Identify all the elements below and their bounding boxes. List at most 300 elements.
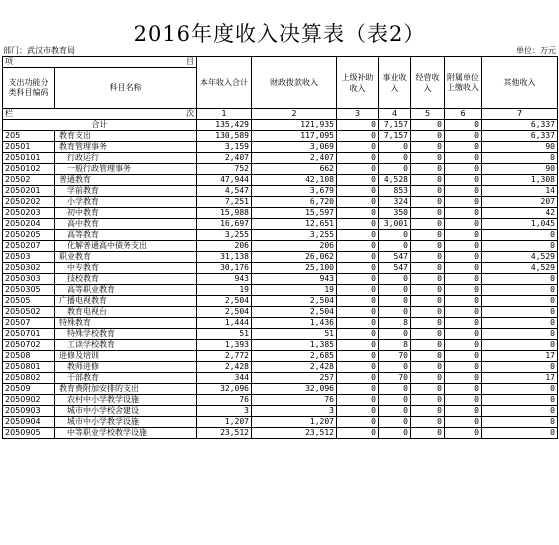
row-value: 0 xyxy=(379,395,411,406)
row-name: 广播电视教育 xyxy=(55,296,197,307)
row-name: 小学教育 xyxy=(55,197,197,208)
row-value: 0 xyxy=(445,428,482,439)
item-right-label: 目 xyxy=(186,57,194,66)
total-value: 7,157 xyxy=(379,120,411,131)
row-value: 51 xyxy=(252,329,337,340)
table-row xyxy=(3,318,558,329)
table-row xyxy=(3,362,558,373)
row-value: 7,251 xyxy=(197,197,252,208)
row-value: 0 xyxy=(411,197,445,208)
row-code: 2050101 xyxy=(3,153,55,164)
row-value: 1,308 xyxy=(482,175,558,186)
row-value: 12,651 xyxy=(252,219,337,230)
row-code: 20508 xyxy=(3,351,55,362)
row-value: 0 xyxy=(411,230,445,241)
table-row xyxy=(3,406,558,417)
row-value: 0 xyxy=(379,274,411,285)
row-code: 2050203 xyxy=(3,208,55,219)
col-header-1: 本年收入合计 xyxy=(197,57,252,109)
row-name: 城市中小学校舍建设 xyxy=(55,406,197,417)
row-value: 2,407 xyxy=(252,153,337,164)
row-value: 0 xyxy=(445,362,482,373)
row-value: 47,944 xyxy=(197,175,252,186)
total-value: 0 xyxy=(445,120,482,131)
row-value: 0 xyxy=(411,351,445,362)
row-value: 0 xyxy=(379,153,411,164)
total-value: 0 xyxy=(411,120,445,131)
row-value: 3 xyxy=(252,406,337,417)
unit-label: 单位：万元 xyxy=(516,46,556,55)
row-value: 42 xyxy=(482,208,558,219)
row-code: 205 xyxy=(3,131,55,142)
table-row xyxy=(3,274,558,285)
row-value: 17 xyxy=(482,373,558,384)
row-value: 1,045 xyxy=(482,219,558,230)
row-name: 干部教育 xyxy=(55,373,197,384)
row-name: 高中教育 xyxy=(55,219,197,230)
table-row xyxy=(3,296,558,307)
row-value: 0 xyxy=(411,395,445,406)
row-value: 0 xyxy=(445,318,482,329)
row-value: 0 xyxy=(379,164,411,175)
row-value: 1,207 xyxy=(197,417,252,428)
row-value: 0 xyxy=(482,406,558,417)
index-header xyxy=(3,109,197,120)
name-column-header: 科目名称 xyxy=(55,68,197,109)
total-value: 135,429 xyxy=(197,120,252,131)
row-value: 0 xyxy=(337,274,379,285)
row-value: 0 xyxy=(411,219,445,230)
table-row xyxy=(3,208,558,219)
col-number: 4 xyxy=(379,109,411,120)
table-row xyxy=(3,329,558,340)
row-value: 0 xyxy=(445,175,482,186)
row-value: 0 xyxy=(482,230,558,241)
row-code: 2050903 xyxy=(3,406,55,417)
row-value: 0 xyxy=(411,296,445,307)
row-name: 普通教育 xyxy=(55,175,197,186)
row-value: 0 xyxy=(445,131,482,142)
row-code: 2050702 xyxy=(3,340,55,351)
row-value: 6,337 xyxy=(482,131,558,142)
row-value: 0 xyxy=(337,318,379,329)
row-value: 16,697 xyxy=(197,219,252,230)
row-name: 城市中小学教学设施 xyxy=(55,417,197,428)
row-value: 0 xyxy=(482,153,558,164)
col-number: 5 xyxy=(411,109,445,120)
row-value: 0 xyxy=(337,175,379,186)
row-value: 25,100 xyxy=(252,263,337,274)
row-value: 752 xyxy=(197,164,252,175)
row-value: 8 xyxy=(379,340,411,351)
row-name: 一般行政管理事务 xyxy=(55,164,197,175)
row-value: 0 xyxy=(482,395,558,406)
row-name: 教师进修 xyxy=(55,362,197,373)
row-value: 0 xyxy=(482,285,558,296)
col-header-7: 其他收入 xyxy=(482,57,558,109)
col-header-6: 附属单位上缴收入 xyxy=(445,57,482,109)
row-value: 0 xyxy=(337,340,379,351)
row-value: 547 xyxy=(379,252,411,263)
row-value: 90 xyxy=(482,142,558,153)
item-header xyxy=(3,57,197,68)
index-left-label: 栏 xyxy=(5,109,13,118)
table-row xyxy=(3,197,558,208)
row-value: 0 xyxy=(379,296,411,307)
row-value: 0 xyxy=(379,362,411,373)
row-name: 教育电视台 xyxy=(55,307,197,318)
row-value: 51 xyxy=(197,329,252,340)
row-value: 0 xyxy=(337,219,379,230)
row-value: 0 xyxy=(411,131,445,142)
total-value: 0 xyxy=(337,120,379,131)
row-value: 0 xyxy=(445,296,482,307)
row-value: 0 xyxy=(379,428,411,439)
row-value: 70 xyxy=(379,373,411,384)
row-value: 0 xyxy=(445,274,482,285)
row-value: 0 xyxy=(411,373,445,384)
row-value: 0 xyxy=(482,241,558,252)
row-value: 0 xyxy=(411,274,445,285)
row-code: 2050303 xyxy=(3,274,55,285)
row-code: 20507 xyxy=(3,318,55,329)
row-value: 0 xyxy=(482,428,558,439)
row-code: 20501 xyxy=(3,142,55,153)
row-name: 教育管理事务 xyxy=(55,142,197,153)
row-name: 职业教育 xyxy=(55,252,197,263)
row-value: 344 xyxy=(197,373,252,384)
row-value: 4,529 xyxy=(482,263,558,274)
row-value: 0 xyxy=(482,417,558,428)
row-value: 853 xyxy=(379,186,411,197)
row-value: 0 xyxy=(411,241,445,252)
row-name: 高等职业教育 xyxy=(55,285,197,296)
row-value: 0 xyxy=(445,340,482,351)
row-name: 特殊教育 xyxy=(55,318,197,329)
row-code: 2050305 xyxy=(3,285,55,296)
row-value: 0 xyxy=(337,384,379,395)
row-value: 117,095 xyxy=(252,131,337,142)
row-value: 0 xyxy=(337,373,379,384)
row-value: 206 xyxy=(252,241,337,252)
row-value: 943 xyxy=(197,274,252,285)
index-right-label: 次 xyxy=(186,109,194,118)
row-value: 3,679 xyxy=(252,186,337,197)
row-name: 技校教育 xyxy=(55,274,197,285)
row-value: 206 xyxy=(197,241,252,252)
row-value: 76 xyxy=(197,395,252,406)
row-code: 2050902 xyxy=(3,395,55,406)
row-value: 0 xyxy=(379,241,411,252)
table-row xyxy=(3,263,558,274)
row-code: 2050701 xyxy=(3,329,55,340)
row-value: 0 xyxy=(337,406,379,417)
row-value: 0 xyxy=(445,384,482,395)
row-value: 0 xyxy=(411,263,445,274)
table-row xyxy=(3,252,558,263)
row-value: 0 xyxy=(379,384,411,395)
row-code: 20502 xyxy=(3,175,55,186)
col-header-2: 财政拨款收入 xyxy=(252,57,337,109)
row-value: 2,772 xyxy=(197,351,252,362)
row-value: 0 xyxy=(337,296,379,307)
row-value: 4,529 xyxy=(482,252,558,263)
row-value: 26,062 xyxy=(252,252,337,263)
row-value: 0 xyxy=(337,329,379,340)
row-value: 0 xyxy=(445,208,482,219)
row-value: 0 xyxy=(445,142,482,153)
row-value: 0 xyxy=(445,395,482,406)
total-value: 121,935 xyxy=(252,120,337,131)
row-value: 0 xyxy=(445,329,482,340)
row-value: 0 xyxy=(482,318,558,329)
row-value: 3,255 xyxy=(197,230,252,241)
row-value: 0 xyxy=(445,285,482,296)
row-value: 257 xyxy=(252,373,337,384)
row-value: 0 xyxy=(445,197,482,208)
row-code: 2050904 xyxy=(3,417,55,428)
row-value: 0 xyxy=(337,285,379,296)
table-row xyxy=(3,307,558,318)
row-value: 0 xyxy=(482,384,558,395)
col-number: 2 xyxy=(252,109,337,120)
row-value: 0 xyxy=(337,197,379,208)
row-value: 1,385 xyxy=(252,340,337,351)
department-label: 部门：武汉市教育局 xyxy=(3,46,75,55)
table-row xyxy=(3,384,558,395)
row-value: 14 xyxy=(482,186,558,197)
table-row xyxy=(3,186,558,197)
col-header-5: 经营收入 xyxy=(411,57,445,109)
row-value: 3 xyxy=(197,406,252,417)
table-row xyxy=(3,428,558,439)
row-value: 6,720 xyxy=(252,197,337,208)
row-value: 17 xyxy=(482,351,558,362)
row-value: 0 xyxy=(482,329,558,340)
row-name: 化解普通高中债务支出 xyxy=(55,241,197,252)
table-row xyxy=(3,340,558,351)
row-code: 2050204 xyxy=(3,219,55,230)
row-value: 0 xyxy=(337,142,379,153)
row-value: 3,069 xyxy=(252,142,337,153)
row-code: 2050102 xyxy=(3,164,55,175)
code-column-header: 支出功能分类科目编码 xyxy=(3,68,55,109)
row-value: 0 xyxy=(411,142,445,153)
row-name: 行政运行 xyxy=(55,153,197,164)
table-row xyxy=(3,230,558,241)
row-value: 19 xyxy=(252,285,337,296)
row-code: 2050905 xyxy=(3,428,55,439)
row-code: 20505 xyxy=(3,296,55,307)
row-value: 0 xyxy=(482,274,558,285)
col-number: 1 xyxy=(197,109,252,120)
col-number: 6 xyxy=(445,109,482,120)
row-value: 90 xyxy=(482,164,558,175)
row-value: 0 xyxy=(445,153,482,164)
row-value: 0 xyxy=(482,307,558,318)
row-value: 0 xyxy=(379,285,411,296)
row-value: 42,108 xyxy=(252,175,337,186)
row-code: 2050201 xyxy=(3,186,55,197)
row-value: 0 xyxy=(411,329,445,340)
table-row xyxy=(3,164,558,175)
table-row xyxy=(3,351,558,362)
row-value: 3,001 xyxy=(379,219,411,230)
row-value: 0 xyxy=(411,318,445,329)
row-value: 2,504 xyxy=(197,307,252,318)
row-value: 0 xyxy=(337,153,379,164)
row-value: 0 xyxy=(337,263,379,274)
row-name: 学前教育 xyxy=(55,186,197,197)
row-code: 2050502 xyxy=(3,307,55,318)
row-value: 0 xyxy=(337,208,379,219)
row-name: 中专教育 xyxy=(55,263,197,274)
row-value: 0 xyxy=(379,406,411,417)
row-name: 特殊学校教育 xyxy=(55,329,197,340)
row-value: 0 xyxy=(411,428,445,439)
row-name: 中等职业学校教学设施 xyxy=(55,428,197,439)
row-value: 0 xyxy=(337,241,379,252)
row-value: 0 xyxy=(445,230,482,241)
row-code: 2050302 xyxy=(3,263,55,274)
row-code: 2050205 xyxy=(3,230,55,241)
row-value: 0 xyxy=(379,142,411,153)
row-name: 进修及培训 xyxy=(55,351,197,362)
row-value: 1,436 xyxy=(252,318,337,329)
row-value: 0 xyxy=(337,307,379,318)
row-value: 0 xyxy=(411,153,445,164)
item-left-label: 项 xyxy=(5,57,13,66)
row-value: 0 xyxy=(445,417,482,428)
row-name: 初中教育 xyxy=(55,208,197,219)
row-value: 0 xyxy=(337,395,379,406)
row-value: 2,428 xyxy=(252,362,337,373)
row-code: 2050202 xyxy=(3,197,55,208)
row-value: 0 xyxy=(445,263,482,274)
row-value: 0 xyxy=(482,296,558,307)
total-row xyxy=(3,120,558,131)
row-value: 32,096 xyxy=(252,384,337,395)
row-value: 4,528 xyxy=(379,175,411,186)
row-value: 547 xyxy=(379,263,411,274)
row-value: 0 xyxy=(445,219,482,230)
row-value: 2,504 xyxy=(252,307,337,318)
row-value: 130,589 xyxy=(197,131,252,142)
row-code: 2050802 xyxy=(3,373,55,384)
row-value: 0 xyxy=(379,307,411,318)
row-value: 0 xyxy=(482,362,558,373)
row-name: 教育费附加安排的支出 xyxy=(55,384,197,395)
row-value: 23,512 xyxy=(197,428,252,439)
row-value: 0 xyxy=(411,307,445,318)
row-value: 4,547 xyxy=(197,186,252,197)
row-value: 0 xyxy=(337,351,379,362)
row-value: 2,407 xyxy=(197,153,252,164)
row-name: 农村中小学教学设施 xyxy=(55,395,197,406)
row-value: 0 xyxy=(411,406,445,417)
row-value: 0 xyxy=(337,428,379,439)
row-value: 0 xyxy=(445,307,482,318)
row-value: 0 xyxy=(411,175,445,186)
row-code: 20509 xyxy=(3,384,55,395)
col-header-4: 事业收入 xyxy=(379,57,411,109)
total-value: 6,337 xyxy=(482,120,558,131)
row-value: 2,685 xyxy=(252,351,337,362)
row-value: 0 xyxy=(411,208,445,219)
row-value: 0 xyxy=(445,241,482,252)
row-value: 32,096 xyxy=(197,384,252,395)
row-value: 2,504 xyxy=(252,296,337,307)
row-name: 高等教育 xyxy=(55,230,197,241)
total-label: 合计 xyxy=(3,120,197,131)
row-value: 0 xyxy=(337,230,379,241)
row-value: 662 xyxy=(252,164,337,175)
row-value: 0 xyxy=(379,417,411,428)
row-value: 31,138 xyxy=(197,252,252,263)
row-value: 207 xyxy=(482,197,558,208)
table-row xyxy=(3,131,558,142)
table-row xyxy=(3,153,558,164)
row-value: 7,157 xyxy=(379,131,411,142)
report-title: 2016年度收入决算表（表2） xyxy=(133,22,426,46)
row-value: 15,597 xyxy=(252,208,337,219)
row-value: 0 xyxy=(445,252,482,263)
row-value: 0 xyxy=(411,164,445,175)
col-number: 3 xyxy=(337,109,379,120)
row-value: 0 xyxy=(411,384,445,395)
table-row xyxy=(3,373,558,384)
row-value: 1,393 xyxy=(197,340,252,351)
row-value: 2,428 xyxy=(197,362,252,373)
row-value: 3,159 xyxy=(197,142,252,153)
row-value: 0 xyxy=(411,340,445,351)
row-value: 0 xyxy=(337,362,379,373)
col-number: 7 xyxy=(482,109,558,120)
row-value: 0 xyxy=(482,340,558,351)
row-value: 0 xyxy=(411,252,445,263)
row-value: 0 xyxy=(337,131,379,142)
row-value: 70 xyxy=(379,351,411,362)
row-value: 0 xyxy=(411,417,445,428)
row-value: 30,176 xyxy=(197,263,252,274)
row-value: 15,988 xyxy=(197,208,252,219)
row-value: 1,207 xyxy=(252,417,337,428)
table-row xyxy=(3,175,558,186)
table-row xyxy=(3,285,558,296)
row-value: 0 xyxy=(379,230,411,241)
table-row xyxy=(3,219,558,230)
row-value: 23,512 xyxy=(252,428,337,439)
row-value: 0 xyxy=(337,417,379,428)
row-value: 0 xyxy=(445,406,482,417)
table-row xyxy=(3,241,558,252)
row-value: 3,255 xyxy=(252,230,337,241)
row-value: 0 xyxy=(445,351,482,362)
row-code: 20503 xyxy=(3,252,55,263)
table-row xyxy=(3,142,558,153)
income-table xyxy=(2,56,558,439)
row-value: 1,444 xyxy=(197,318,252,329)
row-value: 0 xyxy=(445,164,482,175)
row-value: 0 xyxy=(337,252,379,263)
row-value: 19 xyxy=(197,285,252,296)
row-name: 工读学校教育 xyxy=(55,340,197,351)
row-name: 教育支出 xyxy=(55,131,197,142)
table-row xyxy=(3,395,558,406)
row-value: 76 xyxy=(252,395,337,406)
row-value: 943 xyxy=(252,274,337,285)
row-code: 2050207 xyxy=(3,241,55,252)
